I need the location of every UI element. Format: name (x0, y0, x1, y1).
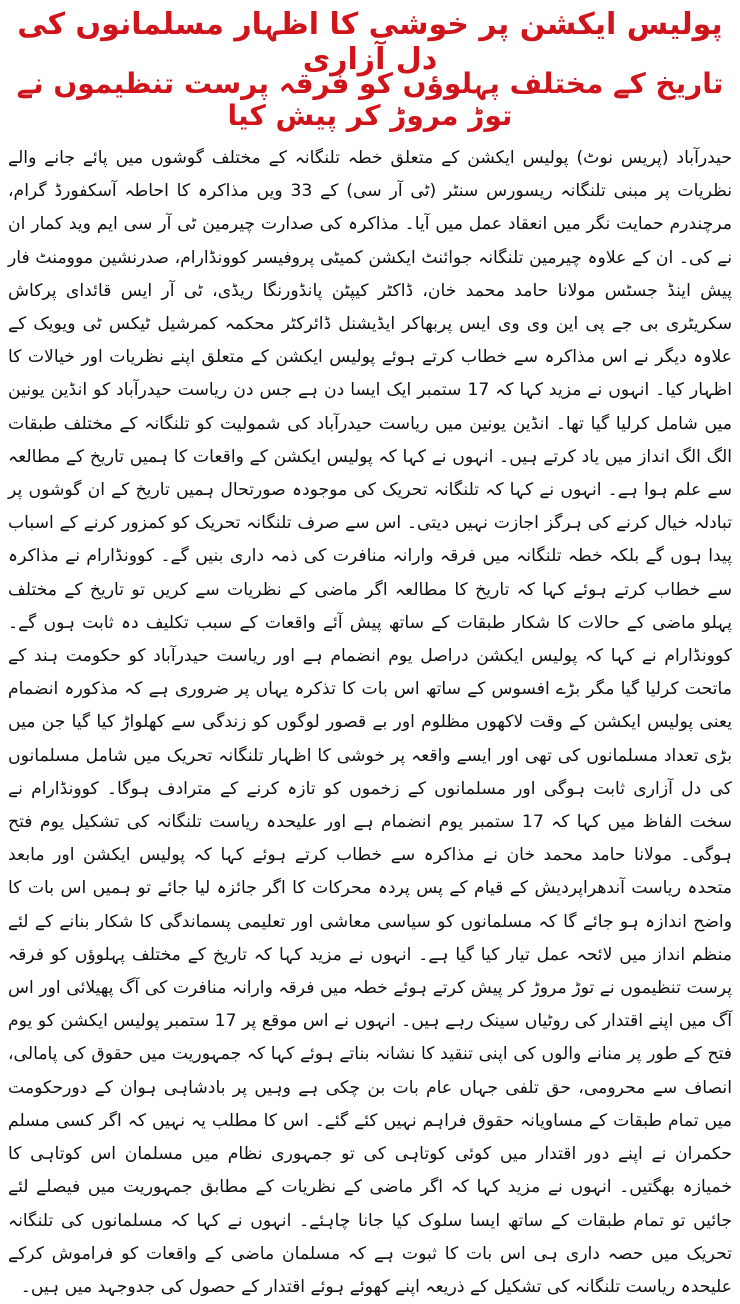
article-body (8, 142, 732, 1304)
headline-primary: پولیس ایکشن پر خوشی کا اظہار مسلمانوں کی دل آزاری (17, 7, 723, 77)
article-paragraph: حیدرآباد (پریس نوٹ) پولیس ایکشن کے متعلق خطہ تلنگانہ کے مختلف گوشوں میں پائے جانے والے نظریات پر مبنی تلنگانہ ریسورس سنٹر (ٹی آر سی) کے 33 ویں مذاکرہ کا احاطہ آسکفورڈ گرام، مرچندرم حمایت نگر میں انعقاد عمل میں آیا۔ مذاکرہ کی صدارت چیرمین ٹی آر سی ایم وید کمار ان نے کی۔ ان کے علاوہ چیرمین تلنگانہ جوائنٹ ایکشن کمیٹی پروفیسر کوونڈارام، صدرنشین موومنٹ فار پیش اینڈ جسٹس مولانا حامد محمد خان، ڈاکٹر کیپٹن پانڈورنگا ریڈی، ٹی آر ایس قائدای پرکاش سکریٹری بی جے پی این وی وی ایس پربھاکر ایڈیشنل ڈائرکٹر محکمہ کمرشیل ٹیکس ٹی ویویک کے علاوہ دیگر نے اس مذاکرہ سے خطاب کرتے ہوئے پولیس ایکشن کے متعلق اپنے نظریات اور خیالات کا اظہار کیا۔ انہوں نے مزید کہا کہ 17 ستمبر ایک ایسا دن ہے جس دن ریاست حیدرآباد کو انڈین یونین میں شامل کرلیا گیا تھا۔ انڈین یونین میں ریاست حیدرآباد کی شمولیت کو تلنگانہ کے مختلف طبقات الگ الگ انداز میں یاد کرتے ہیں۔ انہوں نے کہا کہ پولیس ایکشن کے واقعات کا ہمیں تاریخ کے مطالعہ سے علم ہوا ہے۔ انہوں نے کہا کہ تلنگانہ تحریک کی موجودہ صورتحال ہمیں تاریخ کے ان گوشوں پر تبادلہ خیال کرنے کی ہرگز اجازت نہیں دیتی۔ اس سے صرف تلنگانہ تحریک کو کمزور کرنے کے اسباب پیدا ہوں گے بلکہ خطہ تلنگانہ میں فرقہ وارانہ منافرت کی ذمہ داری بنیں گے۔ کوونڈارام نے مذاکرہ سے خطاب کرتے ہوئے کہا کہ تاریخ کا مطالعہ اگر ماضی کے نظریات سے کریں تو تاریخ کے مختلف پہلو ماضی کے حالات کا شکار طبقات کے ساتھ پیش آئے واقعات کے سبب تکلیف دہ ثابت ہوں گے۔ کوونڈارام نے کہا کہ پولیس ایکشن دراصل یوم انضمام ہے اور ریاست حیدرآباد کو حکومت ہند کے ماتحت کرلیا گیا مگر بڑے افسوس کے ساتھ اس بات کا تذکرہ یہاں پر ضروری ہے کہ مذکورہ انضمام یعنی پولیس ایکشن کے وقت لاکھوں مظلوم اور بے قصور لوگوں کو زندگی سے کھلواڑ کیا گیا جن میں بڑی تعداد مسلمانوں کی تھی اور ایسے واقعہ پر خوشی کا اظہار تلنگانہ تحریک میں شامل مسلمانوں کی دل آزاری ثابت ہوگی اور مسلمانوں کے زخموں کو تازہ کرنے کے مترادف ہوگا۔ کوونڈارام نے سخت الفاظ میں کہا کہ 17 ستمبر یوم انضمام ہے اور علیحدہ ریاست تلنگانہ کی تشکیل یوم فتح ہوگی۔ مولانا حامد محمد خان نے مذاکرہ سے خطاب کرتے ہوئے کہا کہ پولیس ایکشن اور مابعد متحدہ ریاست آندھراپردیش کے قیام کے پس پردہ محرکات کا اگر جائزہ لیا جائے تو ہمیں اس بات کا واضح اندازہ ہو جائے گا کہ مسلمانوں کو سیاسی معاشی اور تعلیمی پسماندگی کا شکار بنانے کے لئے منظم انداز میں لائحہ عمل تیار کیا گیا ہے۔ انہوں نے مزید کہا کہ تاریخ کے مختلف پہلوؤں کو فرقہ پرست تنظیموں نے توڑ مروڑ کر پیش کرتے ہوئے خطہ میں فرقہ وارانہ منافرت کی آگ پھیلائی اور اس آگ میں اپنے اقتدار کی روٹیاں سینک رہے ہیں۔ انہوں نے اس موقع پر 17 ستمبر پولیس ایکشن کو یوم فتح کے طور پر منانے والوں کی اپنی تنقید کا نشانہ بناتے ہوئے کہا کہ جمہوریت میں حقوق کی پامالی، انصاف سے محرومی، حق تلفی جہاں عام بات بن چکی ہے وہیں پر بادشاہی ہوان کے دورحکومت میں تمام طبقات کے مساویانہ حقوق فراہم نہیں کئے گئے۔ اس کا مطلب یہ نہیں کہ اگر کسی مسلم حکمران نے اپنے دور اقتدار میں کوئی کوتاہی کی تو جمہوری نظام میں مسلمان اس کوتاہی کا خمیازہ بھگتیں۔ انہوں نے مزید کہا کہ اگر ماضی کے نظریات کے مطابق جمہوریت میں فیصلے لئے جائیں تو تمام طبقات کے ساتھ ایسا سلوک کیا جانا چاہئے۔ انہوں نے کہا کہ مسلمانوں کی تلنگانہ تحریک میں حصہ داری ہی اس بات کا ثبوت ہے کہ مسلمان ماضی کے واقعات کو فراموش کرکے علیحدہ ریاست تلنگانہ کی تشکیل کے ذریعہ اپنے کھوئے ہوئے اقتدار کے حصول کی جدوجہد میں ہیں۔ (8, 148, 733, 1297)
headline-secondary: تاریخ کے مختلف پہلوؤں کو فرقہ پرست تنظیموں نے توڑ مروڑ کر پیش کیا (16, 67, 724, 133)
